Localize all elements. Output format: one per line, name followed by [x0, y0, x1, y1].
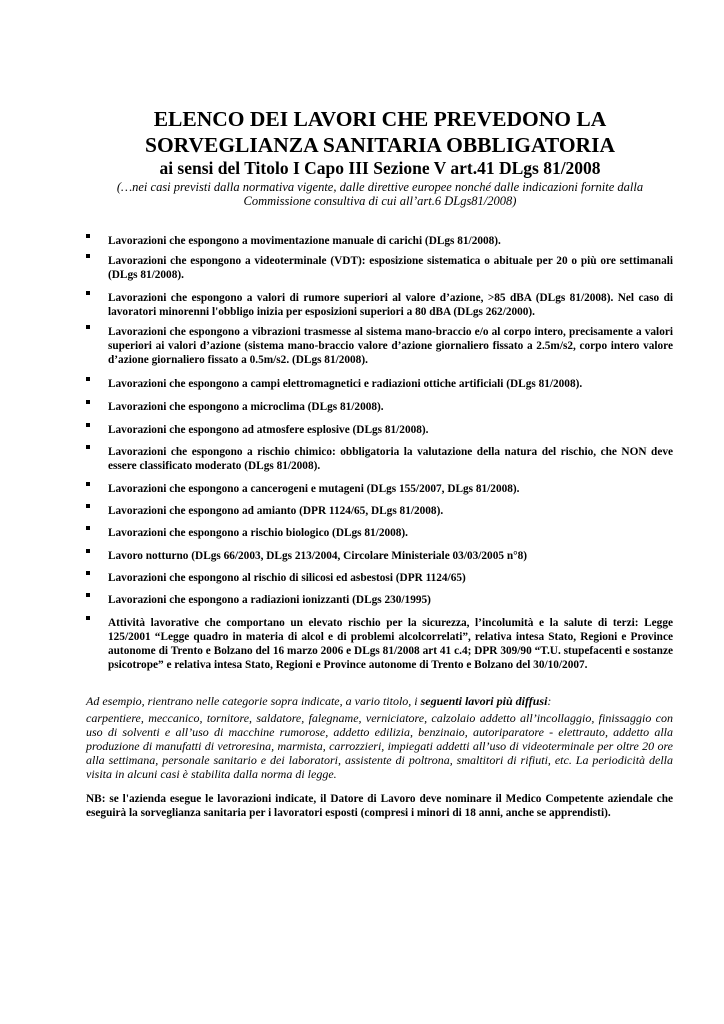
examples-intro-text: Ad esempio, rientrano nelle categorie sopra indicate, a vario titolo, i	[86, 694, 418, 708]
list-item-text: Lavorazioni che espongono a rischio chimico: obbligatoria la valutazione della natura del rischio, che NON deve essere classificato moderato (DLgs 81/2008).	[108, 446, 673, 472]
list-item-text: Attività lavorative che comportano un elevato rischio per la sicurezza, l’incolumità e la salute di terzi: Legge 125/2001 “Legge quadro in materia di alcol e di problemi alcolcorrelati”, relativa intesa Stato, Regioni e Province autonome di Trento e Bolzano del 16 marzo 2006 e DLgs 81/2008 art 41 c.4; DPR 309/90 “T.U. stupefacenti e sostanze psicotrope” e relativa intesa Stato, Regioni e Province autonome di Trento e Bolzano del 30/10/2007.	[108, 617, 673, 671]
list-item-text: Lavorazioni che espongono a microclima (DLgs 81/2008).	[108, 401, 384, 413]
examples-list: carpentiere, meccanico, tornitore, saldatore, falegname, verniciatore, calzolaio addetto all’incollaggio, finissaggio con uso di solventi e all’uso di macchine rumorose, addetto edilizia, benzinaio, autoriparatore - elettrauto, addetto alla produzione di manufatti di vetroresina, marmista, carrozzieri, impiegati addetti all’uso di videoterminale per oltre 20 ore alla settimana, personale sanitario e dei laboratori, assistente di poltrona, smaltitori di rifiuti, etc. La periodicità della visita in alcuni casi è stabilita dalla norma di legge.	[86, 711, 673, 781]
examples-intro	[86, 694, 673, 708]
list-item-text: Lavorazioni che espongono ad atmosfere esplosive (DLgs 81/2008).	[108, 424, 429, 436]
list-item-text: Lavorazioni che espongono a cancerogeni e mutageni (DLgs 155/2007, DLgs 81/2008).	[108, 483, 520, 495]
examples-intro-bold: seguenti lavori più diffusi	[420, 694, 548, 708]
bullet-icon	[86, 254, 90, 258]
examples-intro-end: :	[547, 694, 552, 708]
bullet-icon	[86, 423, 90, 427]
bullet-icon	[86, 593, 90, 597]
bullet-icon	[86, 234, 90, 238]
list-item-text: Lavorazioni che espongono al rischio di silicosi ed asbestosi (DPR 1124/65)	[108, 572, 466, 584]
bullet-icon	[86, 571, 90, 575]
bullet-icon	[86, 549, 90, 553]
list-item-text: Lavorazioni che espongono a campi elettromagnetici e radiazioni ottiche artificiali (DLgs 81/2008).	[108, 378, 583, 390]
list-item-text: Lavorazioni che espongono a movimentazione manuale di carichi (DLgs 81/2008).	[108, 235, 501, 247]
document-title-line-2: SORVEGLIANZA SANITARIA OBBLIGATORIA	[145, 133, 615, 157]
bullet-icon	[86, 616, 90, 620]
bullet-icon	[86, 377, 90, 381]
list-item-text: Lavorazioni che espongono a valori di rumore superiori al valore d’azione, >85 dBA (DLgs 81/2008). Nel caso di lavoratori minorenni l'obbligo inizia per esposizioni superiori a 80 dBA (DLgs 262/2000).	[108, 292, 673, 318]
bullet-icon	[86, 526, 90, 530]
bullet-icon	[86, 291, 90, 295]
list-item-text: Lavorazioni che espongono a rischio biologico (DLgs 81/2008).	[108, 527, 409, 539]
list-item-text: Lavorazioni che espongono a videoterminale (VDT): esposizione sistematica o abituale per 20 o più ore settimanali (DLgs 81/2008).	[108, 255, 673, 281]
list-item-text: Lavorazioni che espongono ad amianto (DPR 1124/65, DLgs 81/2008).	[108, 505, 444, 517]
bullet-icon	[86, 504, 90, 508]
bullet-icon	[86, 482, 90, 486]
document-title-line-1: ELENCO DEI LAVORI CHE PREVEDONO LA	[153, 107, 607, 131]
bullet-icon	[86, 325, 90, 329]
document-subtitle: ai sensi del Titolo I Capo III Sezione V art.41 DLgs 81/2008	[159, 158, 601, 178]
nb-note: NB: se l'azienda esegue le lavorazioni indicate, il Datore di Lavoro deve nominare il Medico Competente aziendale che eseguirà la sorveglianza sanitaria per i lavoratori esposti (compresi i minori di 18 anni, anche se apprendisti).	[86, 793, 673, 819]
document-note: (…nei casi previsti dalla normativa vigente, dalle direttive europee nonché dalle indicazioni fornite dalla Commissione consultiva di cui all’art.6 DLgs81/2008)	[116, 180, 644, 208]
list-item-text: Lavorazioni che espongono a vibrazioni trasmesse al sistema mano-braccio e/o al corpo intero, precisamente a valori superiori ai valori d’azione (sistema mano-braccio valore d’azione giornaliero fissato a 2.5m/s2, corpo intero valore d’azione giornaliero fissato a 0.5m/s2. (DLgs 81/2008).	[108, 326, 673, 366]
bullet-icon	[86, 400, 90, 404]
list-item-text: Lavorazioni che espongono a radiazioni ionizzanti (DLgs 230/1995)	[108, 594, 431, 606]
bullet-icon	[86, 445, 90, 449]
list-item-text: Lavoro notturno (DLgs 66/2003, DLgs 213/2004, Circolare Ministeriale 03/03/2005 n°8)	[108, 550, 528, 562]
